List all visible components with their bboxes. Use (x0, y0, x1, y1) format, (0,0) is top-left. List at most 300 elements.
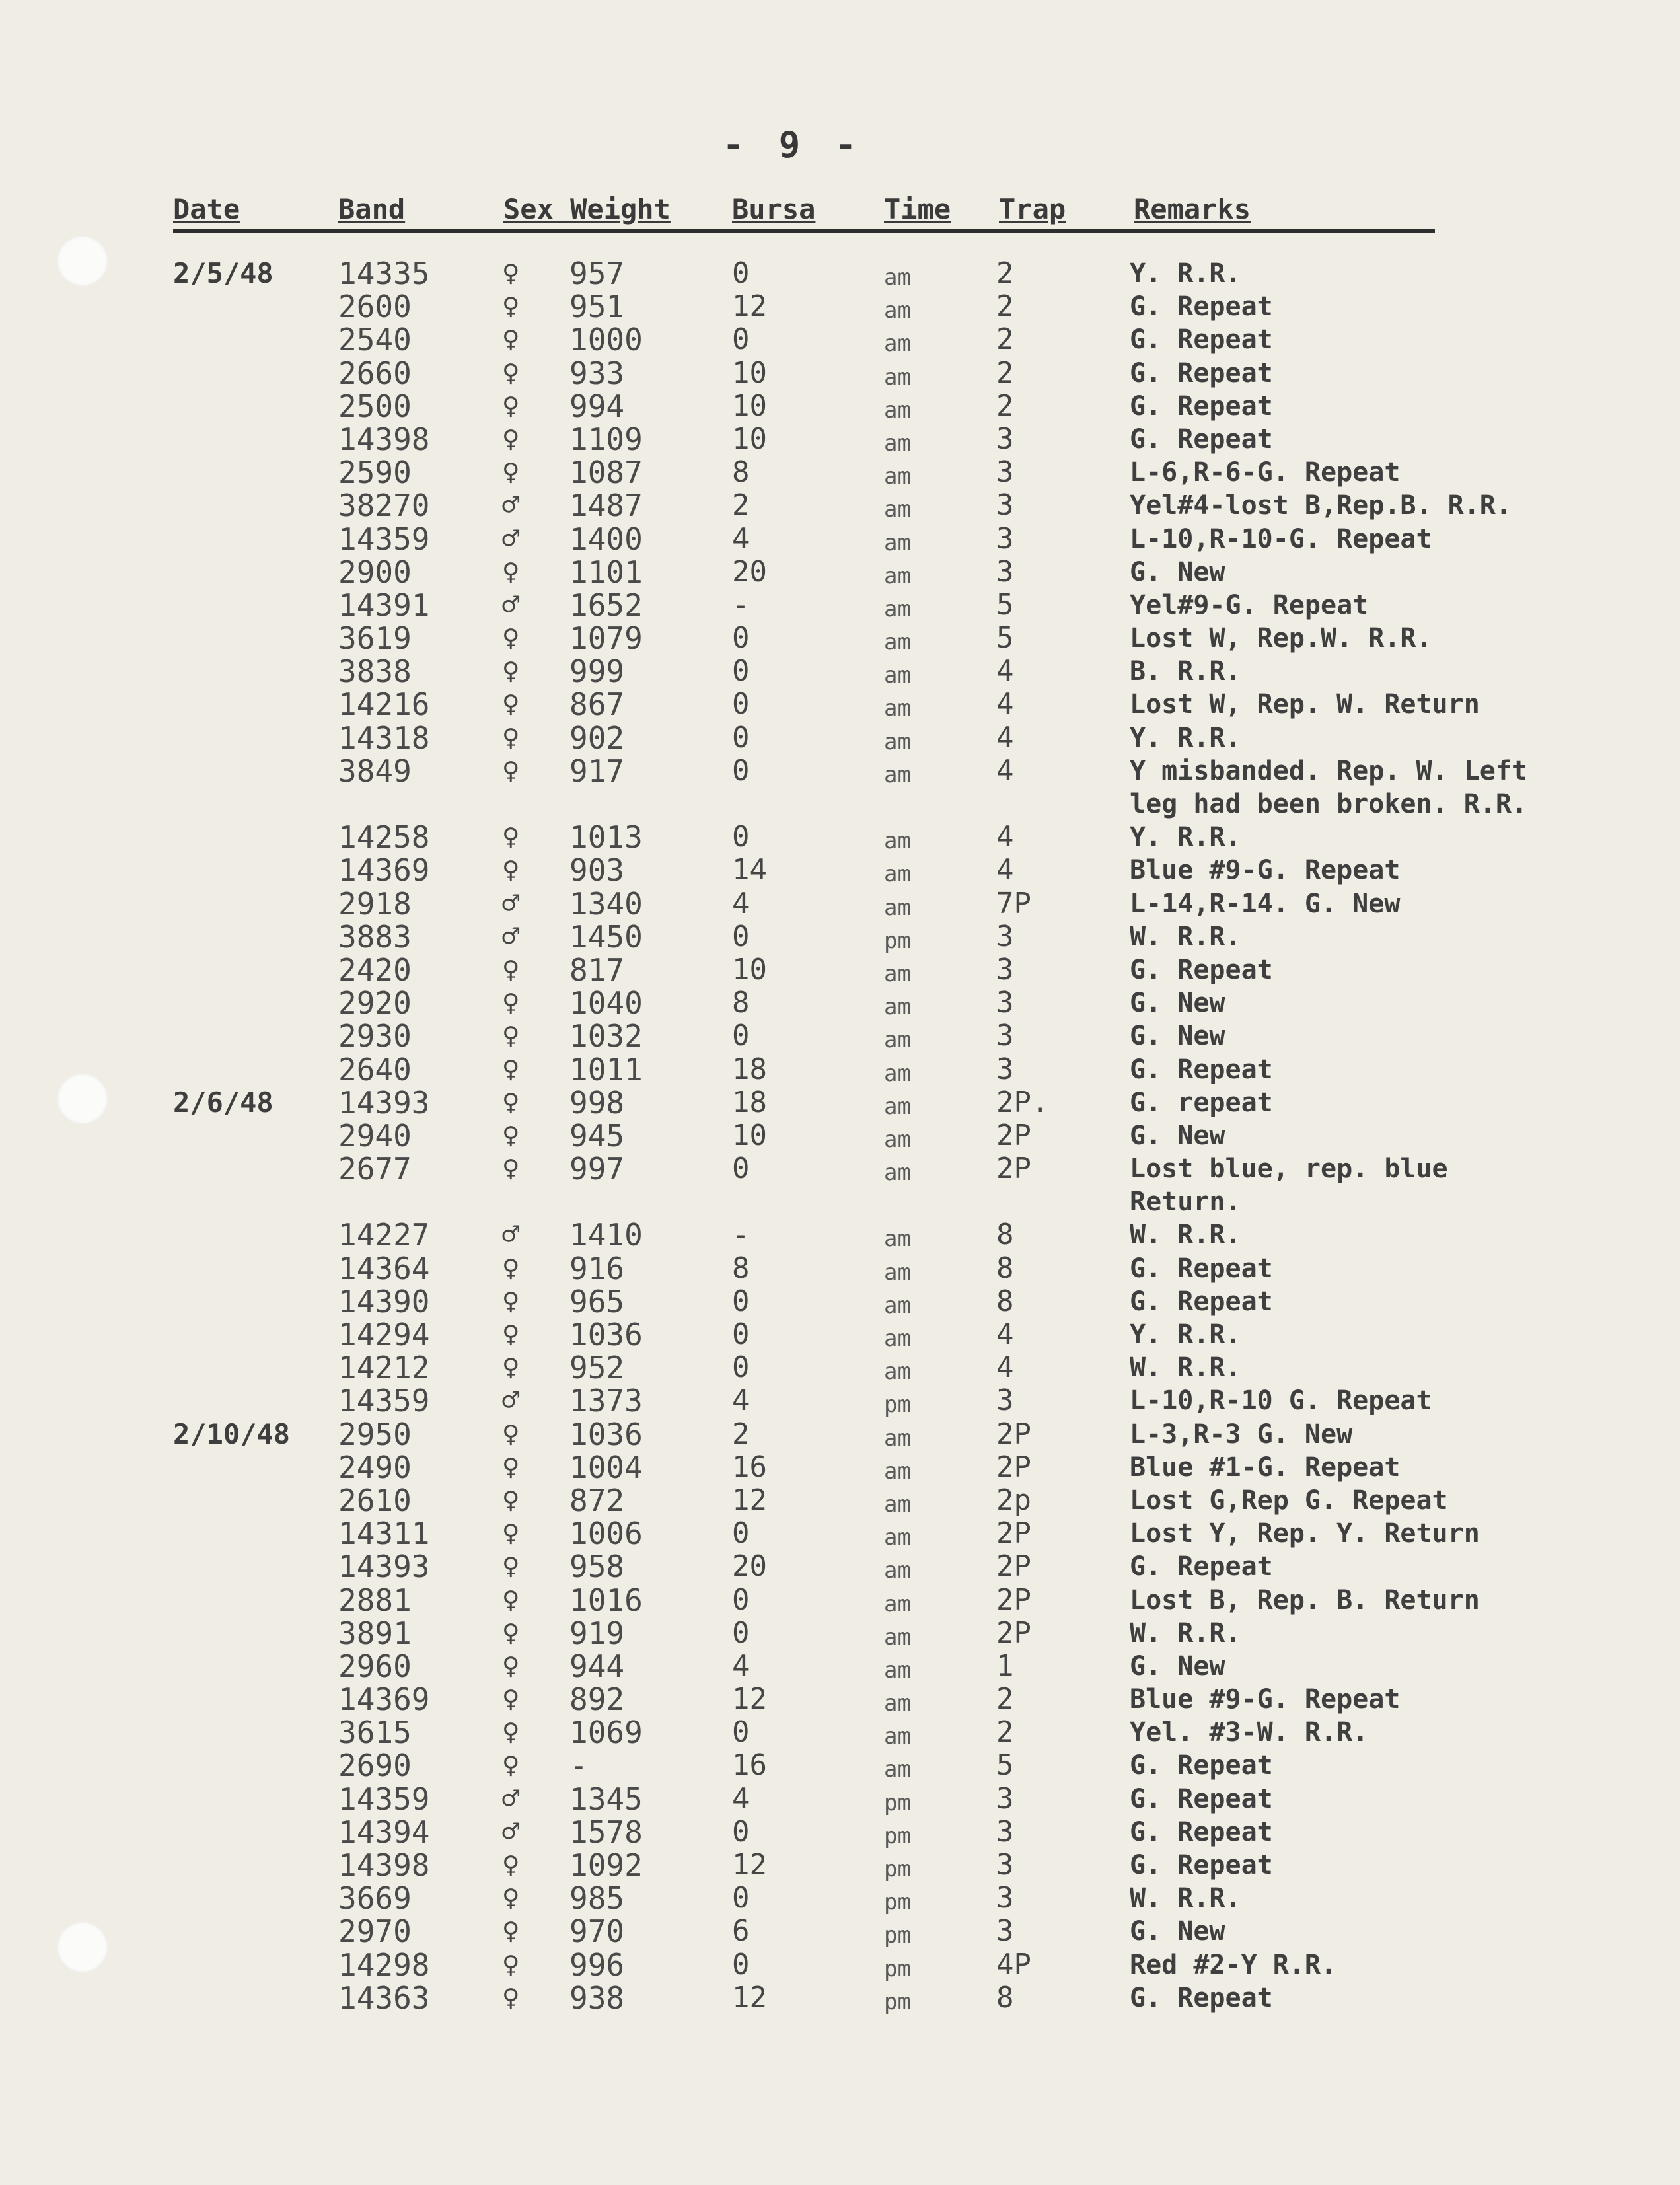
cell-sex: ♀ (502, 1914, 520, 1948)
cell-date: 2/10/48 (173, 1417, 291, 1450)
cell-trap: 4 (996, 853, 1014, 887)
cell-remarks: Red #2-Y R.R. (1130, 1949, 1337, 1980)
cell-bursa: 0 (732, 654, 750, 688)
header-rule (173, 229, 1435, 233)
cell-sex: ♀ (502, 1251, 520, 1285)
cell-sex: ♂ (502, 919, 520, 953)
table-header (0, 193, 1680, 227)
cell-remarks: L-14,R-14. G. New (1130, 888, 1401, 919)
cell-sex: ♀ (502, 1284, 520, 1318)
cell-weight: 945 (569, 1117, 625, 1154)
cell-time: am (884, 1524, 911, 1551)
cell-time: am (884, 828, 911, 855)
cell-sex: ♀ (502, 654, 520, 688)
cell-sex: ♂ (502, 886, 520, 920)
cell-time: am (884, 861, 911, 888)
cell-weight: 892 (569, 1682, 625, 1718)
cell-bursa: 6 (732, 1914, 750, 1948)
table-row (0, 1086, 1680, 1119)
table-row (0, 1948, 1680, 1981)
cell-weight: 997 (569, 1151, 625, 1187)
cell-trap: 4 (996, 753, 1014, 788)
cell-sex: ♀ (502, 952, 520, 986)
cell-remarks: G. Repeat (1130, 1286, 1273, 1317)
cell-band: 14391 (338, 587, 430, 623)
cell-time: am (884, 728, 911, 755)
cell-bursa: 4 (732, 1384, 750, 1418)
cell-weight: 916 (569, 1250, 625, 1286)
cell-trap: 7P (996, 886, 1031, 920)
cell-trap: 2 (996, 322, 1014, 357)
cell-remarks: Lost W, Rep. W. Return (1130, 689, 1480, 720)
cell-time: am (884, 1027, 911, 1054)
cell-sex: ♀ (502, 720, 520, 755)
cell-trap: 3 (996, 1848, 1014, 1882)
table-row (0, 1748, 1680, 1784)
table-row (0, 1483, 1680, 1516)
cell-trap: 3 (996, 488, 1014, 523)
cell-band: 2960 (338, 1648, 412, 1684)
cell-remarks: Blue #9-G. Repeat (1130, 1684, 1401, 1715)
cell-trap: 3 (996, 919, 1014, 953)
cell-band: 14335 (338, 256, 430, 291)
cell-weight: 1092 (569, 1847, 643, 1883)
cell-weight: 1345 (569, 1781, 643, 1817)
cell-remarks: L-3,R-3 G. New (1130, 1419, 1353, 1450)
cell-sex: ♀ (502, 687, 520, 722)
cell-time: am (884, 1160, 911, 1187)
cell-band: 14212 (338, 1350, 430, 1386)
cell-trap: 8 (996, 1980, 1014, 2015)
cell-trap: 4 (996, 654, 1014, 688)
cell-bursa: 0 (732, 1317, 750, 1351)
table-row (0, 920, 1680, 953)
cell-band: 2900 (338, 554, 412, 590)
cell-remarks: W. R.R. (1130, 1220, 1241, 1251)
cell-weight: 1069 (569, 1715, 643, 1751)
cell-bursa: 16 (732, 1748, 767, 1783)
cell-sex: ♀ (502, 1152, 520, 1186)
cell-weight: 1016 (569, 1582, 643, 1618)
cell-sex: ♀ (502, 1549, 520, 1584)
cell-sex: ♀ (502, 1648, 520, 1683)
cell-sex: ♀ (502, 1582, 520, 1617)
table-row (0, 953, 1680, 986)
cell-sex: ♀ (502, 1881, 520, 1915)
cell-weight: 1011 (569, 1051, 643, 1088)
cell-trap: 3 (996, 1814, 1014, 1849)
cell-remarks: W. R.R. (1130, 921, 1241, 952)
cell-trap: 3 (996, 1781, 1014, 1816)
cell-time: am (884, 1590, 911, 1617)
cell-time: am (884, 529, 911, 556)
cell-bursa: 16 (732, 1450, 767, 1484)
cell-bursa: 0 (732, 1516, 750, 1551)
cell-bursa: 12 (732, 1848, 767, 1882)
cell-bursa: 18 (732, 1085, 767, 1119)
cell-weight: 1487 (569, 488, 643, 524)
cell-sex: ♂ (502, 587, 520, 622)
cell-time: am (884, 595, 911, 622)
cell-remarks: Yel#4-lost B,Rep.B. R.R. (1130, 490, 1512, 521)
cell-remarks: G. New (1130, 1120, 1225, 1151)
table-row (0, 322, 1680, 358)
cell-weight: 1578 (569, 1814, 643, 1850)
cell-bursa: 0 (732, 322, 750, 357)
table-row (0, 256, 1680, 289)
cell-time: am (884, 695, 911, 722)
cell-sex: ♀ (502, 1848, 520, 1882)
cell-sex: ♀ (502, 355, 520, 390)
cell-bursa: 20 (732, 554, 767, 589)
cell-remarks: Y. R.R. (1130, 722, 1241, 753)
cell-sex: ♀ (502, 1052, 520, 1086)
cell-time: am (884, 1292, 911, 1319)
cell-bursa: 0 (732, 720, 750, 755)
cell-time: am (884, 429, 911, 457)
cell-time: am (884, 297, 911, 324)
cell-weight: 1101 (569, 554, 643, 590)
cell-bursa: 0 (732, 1582, 750, 1617)
cell-sex: ♀ (502, 1317, 520, 1351)
cell-remarks: leg had been broken. R.R. (1130, 789, 1528, 819)
cell-remarks: G. Repeat (1130, 1850, 1273, 1880)
table-row (0, 1880, 1680, 1917)
cell-time: am (884, 396, 911, 424)
cell-band: 2640 (338, 1051, 412, 1088)
cell-band: 2610 (338, 1482, 412, 1518)
cell-weight: 970 (569, 1913, 625, 1950)
cell-band: 14364 (338, 1250, 430, 1286)
cell-sex: ♀ (502, 853, 520, 887)
cell-bursa: 18 (732, 1052, 767, 1086)
cell-band: 2918 (338, 885, 412, 922)
header-time: Time (884, 193, 951, 225)
cell-time: am (884, 1259, 911, 1286)
cell-trap: 4 (996, 1351, 1014, 1385)
cell-weight: 1040 (569, 985, 643, 1021)
cell-time: pm (884, 1789, 911, 1816)
cell-weight: 985 (569, 1880, 625, 1917)
cell-time: am (884, 1690, 911, 1717)
cell-trap: 2P (996, 1417, 1031, 1451)
cell-remarks: G. Repeat (1130, 390, 1273, 422)
cell-remarks: Lost B, Rep. B. Return (1130, 1584, 1480, 1615)
cell-time: am (884, 1491, 911, 1518)
cell-time: am (884, 994, 911, 1021)
table-row (0, 1119, 1680, 1152)
table-row (0, 422, 1680, 455)
cell-band: 3619 (338, 620, 412, 657)
cell-weight: 903 (569, 852, 625, 889)
cell-sex: ♀ (502, 455, 520, 490)
cell-sex: ♀ (502, 1351, 520, 1385)
cell-time: am (884, 496, 911, 523)
table-row (0, 1251, 1680, 1284)
cell-sex: ♀ (502, 422, 520, 456)
cell-trap: 3 (996, 1881, 1014, 1915)
cell-time: am (884, 363, 911, 390)
cell-remarks: L-6,R-6-G. Repeat (1130, 457, 1401, 488)
cell-remarks: Y misbanded. Rep. W. Left (1130, 755, 1528, 786)
cell-band: 14390 (338, 1283, 430, 1319)
cell-bursa: - (732, 587, 750, 622)
cell-bursa: 10 (732, 389, 767, 423)
cell-trap: 5 (996, 587, 1014, 622)
cell-weight: 902 (569, 720, 625, 756)
cell-bursa: 2 (732, 488, 750, 523)
cell-sex: ♀ (502, 389, 520, 423)
cell-weight: 1652 (569, 587, 643, 623)
cell-remarks: G. New (1130, 1021, 1225, 1052)
cell-band: 2540 (338, 322, 412, 358)
cell-trap: 2p (996, 1483, 1031, 1517)
cell-trap: 3 (996, 952, 1014, 986)
cell-bursa: - (732, 1218, 750, 1252)
cell-weight: 817 (569, 951, 625, 988)
cell-trap: 5 (996, 1748, 1014, 1783)
cell-time: am (884, 894, 911, 921)
table-row (0, 1715, 1680, 1751)
cell-band: 14216 (338, 686, 430, 723)
cell-bursa: 10 (732, 422, 767, 456)
cell-remarks: W. R.R. (1130, 1883, 1241, 1914)
cell-remarks: Blue #9-G. Repeat (1130, 855, 1401, 886)
cell-sex: ♀ (502, 1715, 520, 1750)
cell-band: 2490 (338, 1449, 412, 1485)
cell-band: 3615 (338, 1715, 412, 1751)
cell-trap: 3 (996, 1052, 1014, 1086)
cell-band: 3838 (338, 653, 412, 690)
cell-trap: 1 (996, 1648, 1014, 1683)
cell-trap: 8 (996, 1218, 1014, 1252)
table-row (0, 1782, 1680, 1815)
cell-trap: 2P (996, 1152, 1031, 1186)
cell-remarks: W. R.R. (1130, 1617, 1241, 1648)
cell-remarks: G. New (1130, 988, 1225, 1019)
cell-time: pm (884, 927, 911, 954)
cell-band: 14393 (338, 1084, 430, 1121)
table-row (0, 1152, 1680, 1185)
table-row (0, 1682, 1680, 1718)
cell-bursa: 0 (732, 1615, 750, 1650)
table-row (0, 754, 1680, 787)
header-remarks: Remarks (1134, 193, 1251, 225)
table-row (0, 1284, 1680, 1317)
table-row (0, 1053, 1680, 1086)
cell-bursa: 8 (732, 455, 750, 490)
cell-time: pm (884, 1889, 911, 1916)
cell-date: 2/6/48 (173, 1086, 274, 1119)
cell-remarks: L-10,R-10-G. Repeat (1130, 523, 1432, 554)
cell-bursa: 14 (732, 853, 767, 887)
cell-sex: ♀ (502, 986, 520, 1020)
cell-trap: 2P (996, 1549, 1031, 1584)
table-row (0, 721, 1680, 754)
cell-weight: 1079 (569, 620, 643, 657)
cell-sex: ♀ (502, 621, 520, 655)
cell-trap: 3 (996, 1019, 1014, 1053)
table-row (0, 653, 1680, 690)
cell-time: am (884, 1226, 911, 1253)
cell-remarks: B. R.R. (1130, 656, 1241, 687)
cell-trap: 3 (996, 1384, 1014, 1418)
table-row (0, 1913, 1680, 1950)
table-row (0, 1848, 1680, 1881)
cell-band: 2677 (338, 1151, 412, 1187)
table-row (0, 819, 1680, 856)
cell-bursa: 0 (732, 820, 750, 854)
cell-sex: ♀ (502, 1516, 520, 1551)
cell-band: 2950 (338, 1416, 412, 1452)
cell-remarks: G. Repeat (1130, 1750, 1273, 1781)
cell-band: 14298 (338, 1946, 430, 1983)
cell-trap: 2 (996, 355, 1014, 390)
cell-trap: 3 (996, 422, 1014, 456)
cell-trap: 2P (996, 1450, 1031, 1484)
cell-trap: 8 (996, 1251, 1014, 1285)
table-row (0, 356, 1680, 389)
cell-time: am (884, 1093, 911, 1120)
cell-remarks: G. Repeat (1130, 1253, 1273, 1284)
cell-date: 2/5/48 (173, 257, 274, 289)
table-row (0, 1549, 1680, 1585)
table-row (0, 1815, 1680, 1848)
cell-weight: 994 (569, 388, 625, 424)
cell-trap: 4P (996, 1947, 1031, 1981)
cell-time: pm (884, 1856, 911, 1882)
cell-bursa: 0 (732, 1351, 750, 1385)
table-row (0, 1981, 1680, 2014)
cell-trap: 4 (996, 687, 1014, 722)
cell-weight: 1400 (569, 521, 643, 557)
cell-bursa: 0 (732, 1881, 750, 1915)
cell-weight: 999 (569, 653, 625, 690)
cell-time: am (884, 463, 911, 490)
cell-time: pm (884, 1922, 911, 1949)
cell-bursa: 0 (732, 256, 750, 290)
cell-sex: ♀ (502, 554, 520, 589)
cell-weight: - (569, 1748, 588, 1784)
cell-bursa: 12 (732, 289, 767, 324)
cell-time: am (884, 1458, 911, 1485)
cell-band: 14369 (338, 852, 430, 889)
cell-time: pm (884, 1955, 911, 1982)
cell-time: am (884, 1425, 911, 1452)
cell-sex: ♂ (502, 521, 520, 556)
cell-bursa: 8 (732, 1251, 750, 1285)
cell-sex: ♀ (502, 256, 520, 290)
cell-bursa: 0 (732, 1152, 750, 1186)
page-number: - 9 - (722, 124, 863, 166)
header-trap: Trap (999, 193, 1066, 225)
cell-trap: 3 (996, 1914, 1014, 1948)
cell-sex: ♀ (502, 1947, 520, 1981)
cell-trap: 3 (996, 521, 1014, 556)
cell-band: 14363 (338, 1980, 430, 2016)
cell-sex: ♀ (502, 1615, 520, 1650)
cell-band: 2600 (338, 289, 412, 325)
cell-weight: 944 (569, 1648, 625, 1684)
cell-band: 2420 (338, 951, 412, 988)
cell-sex: ♂ (502, 1384, 520, 1418)
cell-weight: 958 (569, 1549, 625, 1585)
cell-band: 14369 (338, 1682, 430, 1718)
cell-bursa: 0 (732, 687, 750, 722)
table-row (0, 1018, 1680, 1055)
table-row (0, 1317, 1680, 1351)
cell-time: am (884, 662, 911, 689)
cell-band: 38270 (338, 488, 430, 524)
cell-remarks: G. New (1130, 556, 1225, 587)
table-row (0, 1185, 1680, 1218)
table-row (0, 289, 1680, 325)
cell-sex: ♀ (502, 753, 520, 788)
cell-remarks: Lost blue, rep. blue (1130, 1154, 1448, 1185)
cell-weight: 1000 (569, 322, 643, 358)
cell-weight: 1340 (569, 885, 643, 922)
cell-bursa: 12 (732, 1682, 767, 1717)
cell-bursa: 20 (732, 1549, 767, 1584)
cell-weight: 965 (569, 1283, 625, 1319)
cell-band: 2660 (338, 355, 412, 391)
cell-weight: 1032 (569, 1018, 643, 1055)
cell-trap: 3 (996, 455, 1014, 490)
cell-remarks: L-10,R-10 G. Repeat (1130, 1386, 1432, 1417)
cell-remarks: G. Repeat (1130, 1054, 1273, 1085)
cell-remarks: G. New (1130, 1650, 1225, 1682)
data-table-body (0, 256, 1680, 2014)
cell-remarks: Return. (1130, 1187, 1241, 1218)
cell-weight: 1410 (569, 1217, 643, 1253)
cell-sex: ♀ (502, 1682, 520, 1717)
cell-bursa: 0 (732, 1814, 750, 1849)
table-row (0, 986, 1680, 1019)
cell-bursa: 0 (732, 621, 750, 655)
cell-trap: 2 (996, 1682, 1014, 1717)
cell-bursa: 0 (732, 919, 750, 953)
cell-sex: ♀ (502, 1450, 520, 1484)
cell-remarks: W. R.R. (1130, 1352, 1241, 1384)
cell-band: 2930 (338, 1018, 412, 1055)
cell-weight: 957 (569, 256, 625, 291)
table-row (0, 620, 1680, 657)
cell-bursa: 8 (732, 986, 750, 1020)
cell-trap: 4 (996, 720, 1014, 755)
cell-trap: 5 (996, 621, 1014, 655)
cell-band: 14398 (338, 421, 430, 457)
cell-time: am (884, 1358, 911, 1386)
table-row (0, 1384, 1680, 1417)
cell-remarks: G. repeat (1130, 1087, 1273, 1118)
cell-band: 14359 (338, 1781, 430, 1817)
cell-band: 14359 (338, 1383, 430, 1419)
table-row (0, 686, 1680, 723)
table-row (0, 1583, 1680, 1616)
cell-remarks: G. Repeat (1130, 1783, 1273, 1814)
table-row (0, 1218, 1680, 1251)
cell-bursa: 4 (732, 886, 750, 920)
cell-band: 2881 (338, 1582, 412, 1618)
cell-band: 3883 (338, 918, 412, 955)
cell-sex: ♂ (502, 1218, 520, 1252)
cell-band: 14393 (338, 1549, 430, 1585)
cell-sex: ♂ (502, 1814, 520, 1849)
cell-time: am (884, 1656, 911, 1684)
cell-remarks: Yel. #3-W. R.R. (1130, 1717, 1369, 1748)
cell-weight: 1450 (569, 918, 643, 955)
cell-remarks: Blue #1-G. Repeat (1130, 1452, 1401, 1483)
